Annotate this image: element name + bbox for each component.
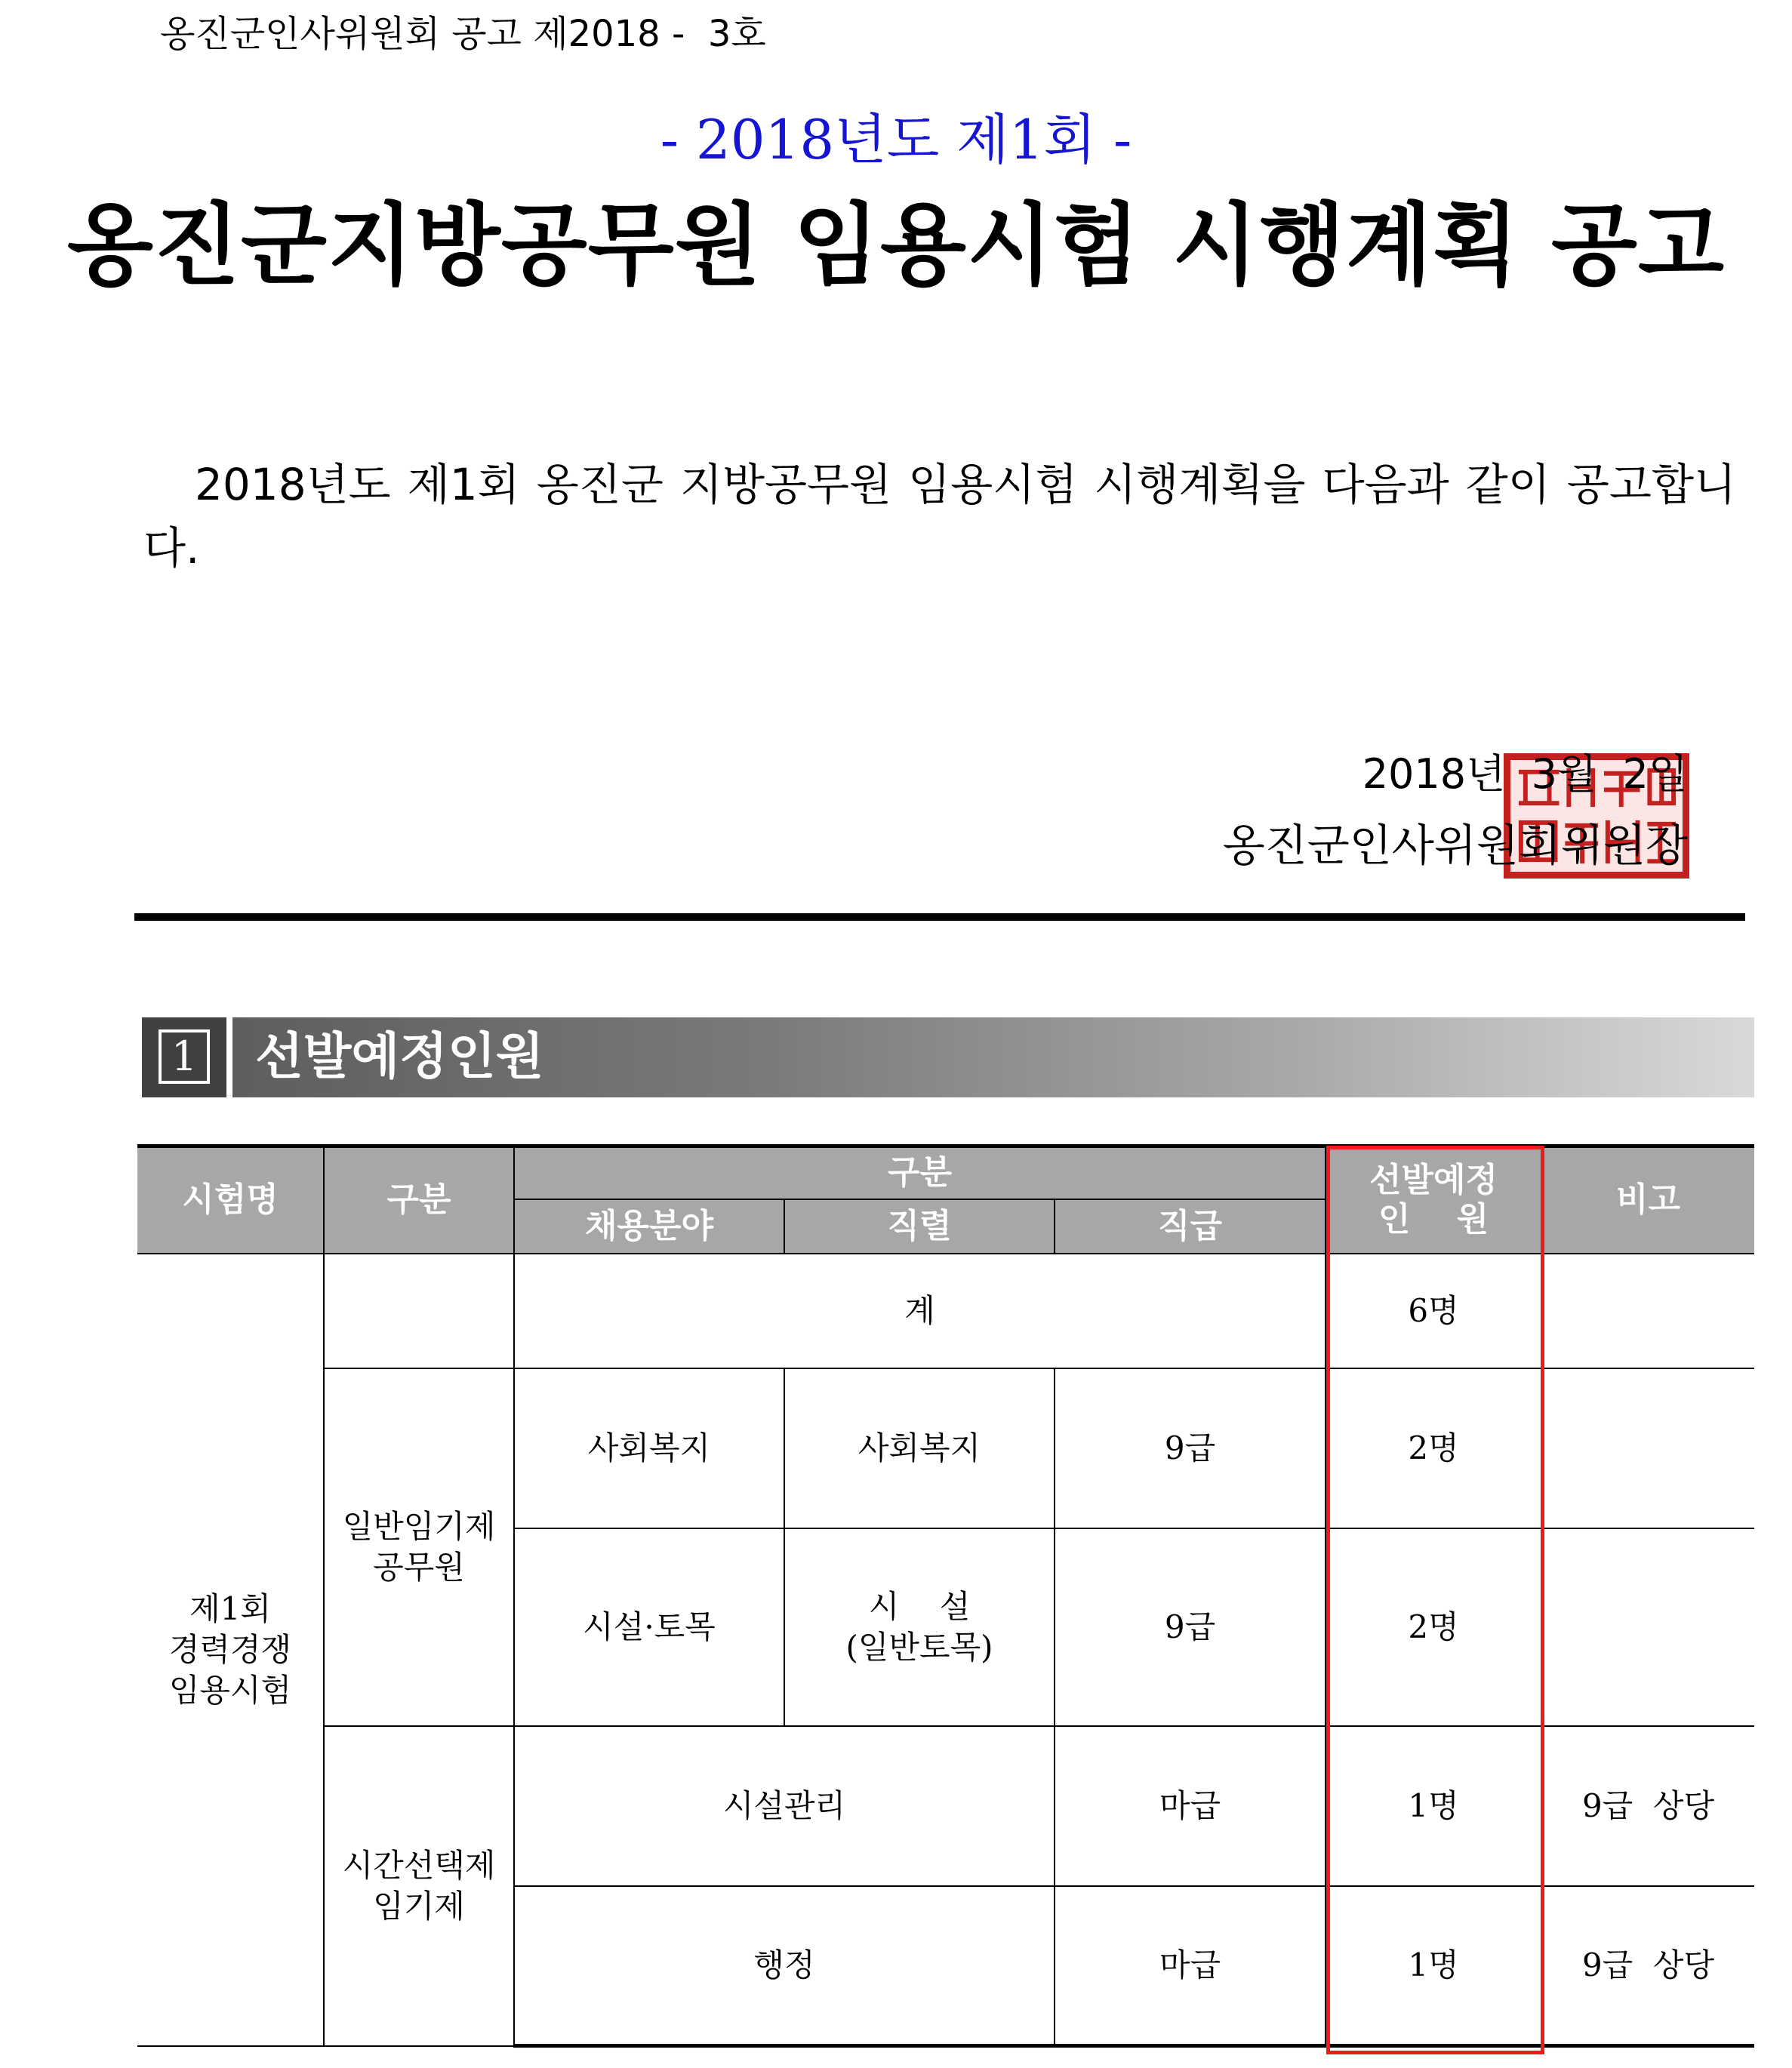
section-number-box <box>142 1017 226 1097</box>
table-row <box>137 1726 1754 1886</box>
category-line: 일반임기제 <box>342 1507 496 1545</box>
category-line: 임기제 <box>373 1887 465 1925</box>
section-title-bar <box>232 1017 1754 1097</box>
notice-subtitle: - 2018년도 제1회 - <box>660 108 1132 171</box>
table-row <box>137 1368 1754 1528</box>
category-line: 공무원 <box>373 1548 465 1586</box>
header-exam-name: 시험명 <box>137 1146 324 1254</box>
remark-cell <box>1541 1368 1754 1528</box>
header-category: 구분 <box>324 1146 514 1254</box>
series-line: (일반토목) <box>845 1628 993 1666</box>
field-series-cell: 행정 <box>514 1886 1055 2046</box>
quota-cell: 2명 <box>1326 1528 1541 1726</box>
field-cell: 사회복지 <box>514 1368 784 1528</box>
exam-name-line: 임용시험 <box>168 1671 292 1709</box>
header-field: 채용분야 <box>514 1199 784 1254</box>
section-number: 1 <box>159 1029 210 1084</box>
header-category-group: 구분 <box>514 1146 1326 1199</box>
grade-cell: 9급 <box>1055 1528 1326 1726</box>
series-line: 시 설 <box>868 1587 971 1625</box>
section-title: 선발예정인원 <box>255 1027 544 1085</box>
quota-table <box>137 1144 1754 2048</box>
table-row-total <box>137 1254 1754 1368</box>
official-seal-icon <box>1504 753 1689 879</box>
exam-name-cell <box>137 1254 324 2046</box>
header-quota-line1: 선발예정 <box>1369 1161 1498 1200</box>
quota-cell: 2명 <box>1326 1368 1541 1528</box>
page-title: 옹진군지방공무원 임용시험 시행계획 공고 <box>66 193 1726 297</box>
remark-cell <box>1541 1528 1754 1726</box>
category-cell <box>324 1368 514 1726</box>
exam-name-line: 경력경쟁 <box>168 1630 292 1668</box>
notice-number: 옹진군인사위원회 공고 제2018 - 3호 <box>160 13 766 55</box>
quota-cell: 1명 <box>1326 1726 1541 1886</box>
total-category-cell <box>324 1254 514 1368</box>
total-remark <box>1541 1254 1754 1368</box>
field-series-cell: 시설관리 <box>514 1726 1055 1886</box>
signer-name: 옹진군인사위원회위원장 <box>1222 820 1688 871</box>
grade-cell: 마급 <box>1055 1886 1326 2046</box>
header-quota-line2: 인 원 <box>1378 1200 1489 1239</box>
header-grade: 직급 <box>1055 1199 1326 1254</box>
table-header-row <box>137 1146 1754 1199</box>
category-line: 시간선택제 <box>342 1846 496 1884</box>
header-divider <box>134 913 1745 921</box>
exam-name-line: 제1회 <box>189 1589 271 1627</box>
header-quota <box>1326 1146 1541 1254</box>
header-series: 직렬 <box>784 1199 1055 1254</box>
series-cell: 사회복지 <box>784 1368 1055 1528</box>
grade-cell: 마급 <box>1055 1726 1326 1886</box>
quota-cell: 1명 <box>1326 1886 1541 2046</box>
total-label: 계 <box>514 1254 1326 1368</box>
section-header <box>142 1017 1754 1097</box>
series-cell <box>784 1528 1055 1726</box>
field-cell: 시설·토목 <box>514 1528 784 1726</box>
header-remark: 비고 <box>1541 1146 1754 1254</box>
remark-cell: 9급 상당 <box>1541 1726 1754 1886</box>
total-quota: 6명 <box>1326 1254 1541 1368</box>
category-cell <box>324 1726 514 2046</box>
remark-cell: 9급 상당 <box>1541 1886 1754 2046</box>
notice-date: 2018년 3월 2일 <box>1362 750 1688 798</box>
intro-paragraph: 2018년도 제1회 옹진군 지방공무원 임용시험 시행계획을 다음과 같이 공고합니다. <box>143 459 1736 574</box>
grade-cell: 9급 <box>1055 1368 1326 1528</box>
